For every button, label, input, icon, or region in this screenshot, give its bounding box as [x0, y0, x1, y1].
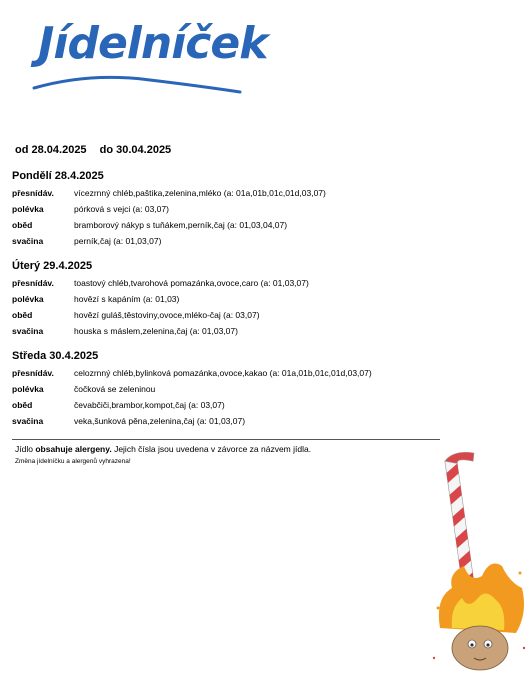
row-label: svačina	[12, 326, 44, 336]
menu-row	[12, 384, 512, 400]
row-value: bramborový nákyp s tuňákem,perník,čaj (a: 01,03,04,07)	[74, 220, 288, 230]
row-value: pórková s vejci (a: 03,07)	[74, 204, 169, 214]
period-to: do 30.04.2025	[99, 144, 172, 156]
row-value: čevabčiči,brambor,kompot,čaj (a: 03,07)	[74, 400, 225, 410]
logo-swoosh-icon	[30, 70, 250, 100]
row-value: čočková se zeleninou	[74, 384, 156, 394]
day-title: Úterý 29.4.2025	[12, 260, 93, 272]
row-value: veka,šunková pěna,zelenina,čaj (a: 01,03,07)	[74, 416, 246, 426]
day-block	[12, 260, 512, 342]
day-block	[12, 350, 512, 432]
menu-row	[12, 204, 512, 220]
menu-logo	[30, 18, 268, 98]
row-label: polévka	[12, 204, 44, 214]
row-value: celozrnný chléb,bylinková pomazánka,ovoce,kakao (a: 01a,01b,01c,01d,03,07)	[74, 368, 372, 378]
row-value: vícezrnný chléb,paštika,zelenina,mléko (a: 01a,01b,01c,01d,03,07)	[74, 188, 326, 198]
menu-row	[12, 188, 512, 204]
menu-row	[12, 416, 512, 432]
menu-row	[12, 400, 512, 416]
day-title: Pondělí 28.4.2025	[12, 170, 104, 182]
note-bold: obsahuje alergeny.	[35, 444, 112, 454]
note-post: Jejich čísla jsou uvedena v závorce za názvem jídla.	[111, 444, 312, 454]
allergen-note	[15, 444, 311, 454]
menu-row	[12, 310, 512, 326]
row-label: přesnídáv.	[12, 188, 54, 198]
row-label: přesnídáv.	[12, 368, 54, 378]
row-value: hovězí guláš,těstoviny,ovoce,mléko-čaj (a: 03,07)	[74, 310, 260, 320]
row-label: oběd	[12, 400, 33, 410]
day-title: Středa 30.4.2025	[12, 350, 99, 362]
menu-row	[12, 236, 512, 252]
row-label: oběd	[12, 220, 33, 230]
row-label: oběd	[12, 310, 33, 320]
period-from: od 28.04.2025	[15, 144, 87, 156]
row-label: svačina	[12, 416, 44, 426]
menu-row	[12, 294, 512, 310]
menu-row	[12, 278, 512, 294]
menu-row	[12, 326, 512, 342]
menu-row	[12, 368, 512, 384]
note-pre: Jídlo	[15, 444, 36, 454]
row-label: svačina	[12, 236, 44, 246]
day-block	[12, 170, 512, 252]
divider	[12, 439, 440, 440]
change-note: Změna jídelníčku a alergenů vyhrazena!	[15, 458, 131, 465]
straw-fire-illustration-icon	[430, 448, 529, 677]
logo-title: Jídelníček	[38, 18, 268, 69]
menu-row	[12, 220, 512, 236]
row-label: polévka	[12, 294, 44, 304]
row-value: perník,čaj (a: 01,03,07)	[74, 236, 162, 246]
row-value: toastový chléb,tvarohová pomazánka,ovoce,caro (a: 01,03,07)	[74, 278, 309, 288]
row-value: hovězí s kapáním (a: 01,03)	[74, 294, 180, 304]
row-label: přesnídáv.	[12, 278, 54, 288]
row-label: polévka	[12, 384, 44, 394]
menu-period	[15, 144, 181, 156]
row-value: houska s máslem,zelenina,čaj (a: 01,03,07)	[74, 326, 238, 336]
